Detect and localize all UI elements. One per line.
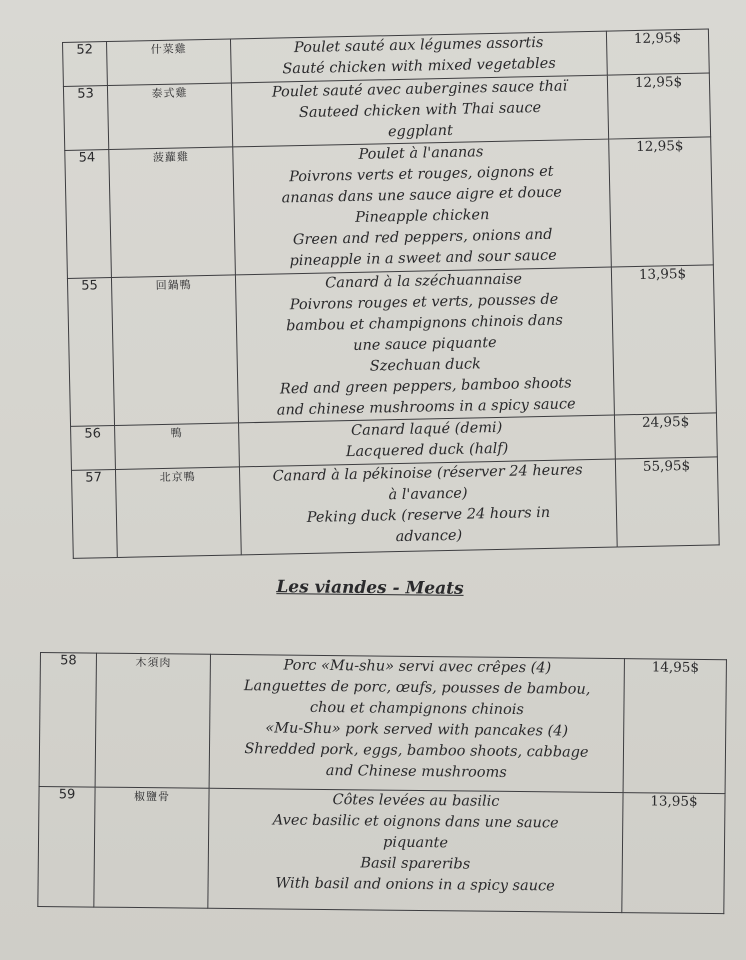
description-line: Poulet à l'ananas xyxy=(358,144,484,163)
description-line: à l'avance) xyxy=(388,485,468,504)
description-line: With basil and onions in a spicy sauce xyxy=(275,875,555,895)
item-description xyxy=(235,267,614,423)
menu-row-58 xyxy=(39,653,726,794)
description-line: Sauté chicken with mixed vegetables xyxy=(282,55,556,78)
item-number: 53 xyxy=(63,86,108,151)
description-line: Languettes de porc, œufs, pousses de bambou, xyxy=(243,678,591,698)
item-price: 24,95$ xyxy=(614,413,717,459)
item-number: 57 xyxy=(71,469,117,558)
description-line: chou et champignons chinois xyxy=(309,699,524,719)
description-line: «Mu-Shu» pork served with pancakes (4) xyxy=(265,720,569,740)
description-line: Côtes levées au basilic xyxy=(332,792,500,810)
description-line: Canard à la széchuannaise xyxy=(325,271,523,292)
description-line: Poulet sauté aux légumes assortis xyxy=(293,34,544,57)
menu-row-57 xyxy=(71,457,719,559)
menu-row-59 xyxy=(38,786,725,913)
item-description xyxy=(208,788,623,912)
item-chinese-name: 回鍋鴨 xyxy=(111,275,238,426)
item-chinese-name: 椒鹽骨 xyxy=(94,787,209,908)
description-line: pineapple in a sweet and sour sauce xyxy=(289,247,557,270)
menu-row-55 xyxy=(67,265,716,426)
description-line: and chinese mushrooms in a spicy sauce xyxy=(276,396,576,419)
description-line: Szechuan duck xyxy=(369,356,482,375)
item-chinese-name: 北京鴨 xyxy=(115,467,241,558)
item-price: 12,95$ xyxy=(606,29,709,75)
item-chinese-name: 什菜雞 xyxy=(107,39,232,86)
description-line: Poivrons rouges et verts, pousses de xyxy=(289,291,559,314)
item-description xyxy=(231,75,608,147)
item-chinese-name: 鴨 xyxy=(115,423,240,470)
description-line: Green and red peppers, onions and xyxy=(292,226,553,249)
description-line: Sauteed chicken with Thai sauce xyxy=(298,99,542,122)
item-description xyxy=(239,459,617,555)
item-number: 56 xyxy=(71,425,116,470)
item-chinese-name: 菠蘿雞 xyxy=(109,147,236,278)
item-price: 12,95$ xyxy=(607,73,710,139)
description-line: Porc «Mu-shu» servi avec crêpes (4) xyxy=(283,657,552,677)
meats-menu-table xyxy=(37,652,727,914)
menu-row-54 xyxy=(65,137,714,279)
description-line: Red and green peppers, bamboo shoots xyxy=(279,375,572,398)
description-line: and Chinese mushrooms xyxy=(325,762,507,781)
description-line: Avec basilic et oignons dans une sauce xyxy=(272,812,559,832)
item-price: 12,95$ xyxy=(609,137,714,267)
item-number: 58 xyxy=(39,653,96,788)
description-line: Poivrons verts et rouges, oignons et xyxy=(288,163,554,186)
item-number: 52 xyxy=(63,42,108,87)
description-line: Canard laqué (demi) xyxy=(350,419,503,440)
description-line: une sauce piquante xyxy=(352,334,497,354)
item-description xyxy=(209,654,624,792)
item-chinese-name: 泰式雞 xyxy=(107,83,232,150)
item-price: 14,95$ xyxy=(623,659,726,794)
section-title-meats: Les viandes - Meats xyxy=(276,577,464,599)
description-line: bambou et champignons chinois dans xyxy=(285,312,563,335)
item-number: 55 xyxy=(67,278,114,427)
item-description xyxy=(239,415,616,467)
item-number: 54 xyxy=(65,150,112,279)
description-line: Poulet sauté avec aubergines sauce thaï xyxy=(271,78,568,101)
description-line: Peking duck (reserve 24 hours in xyxy=(306,504,551,526)
item-price: 55,95$ xyxy=(615,457,719,547)
description-line: Lacquered duck (half) xyxy=(345,440,509,461)
description-line: eggplant xyxy=(387,122,454,141)
item-description xyxy=(230,31,607,83)
description-line: Canard à la pékinoise (réserver 24 heures xyxy=(272,462,583,485)
item-price: 13,95$ xyxy=(622,793,725,914)
description-line: ananas dans une sauce aigre et douce xyxy=(281,184,563,207)
description-line: Shredded pork, eggs, bamboo shoots, cabbage xyxy=(244,741,589,761)
item-description xyxy=(233,139,612,275)
poultry-menu-table xyxy=(62,28,720,558)
item-chinese-name: 木須肉 xyxy=(95,653,210,788)
description-line: Pineapple chicken xyxy=(354,207,490,226)
description-line: piquante xyxy=(382,834,449,852)
item-price: 13,95$ xyxy=(611,265,716,415)
item-number: 59 xyxy=(38,786,95,907)
description-line: advance) xyxy=(395,527,463,546)
description-line: Basil spareribs xyxy=(360,855,471,873)
